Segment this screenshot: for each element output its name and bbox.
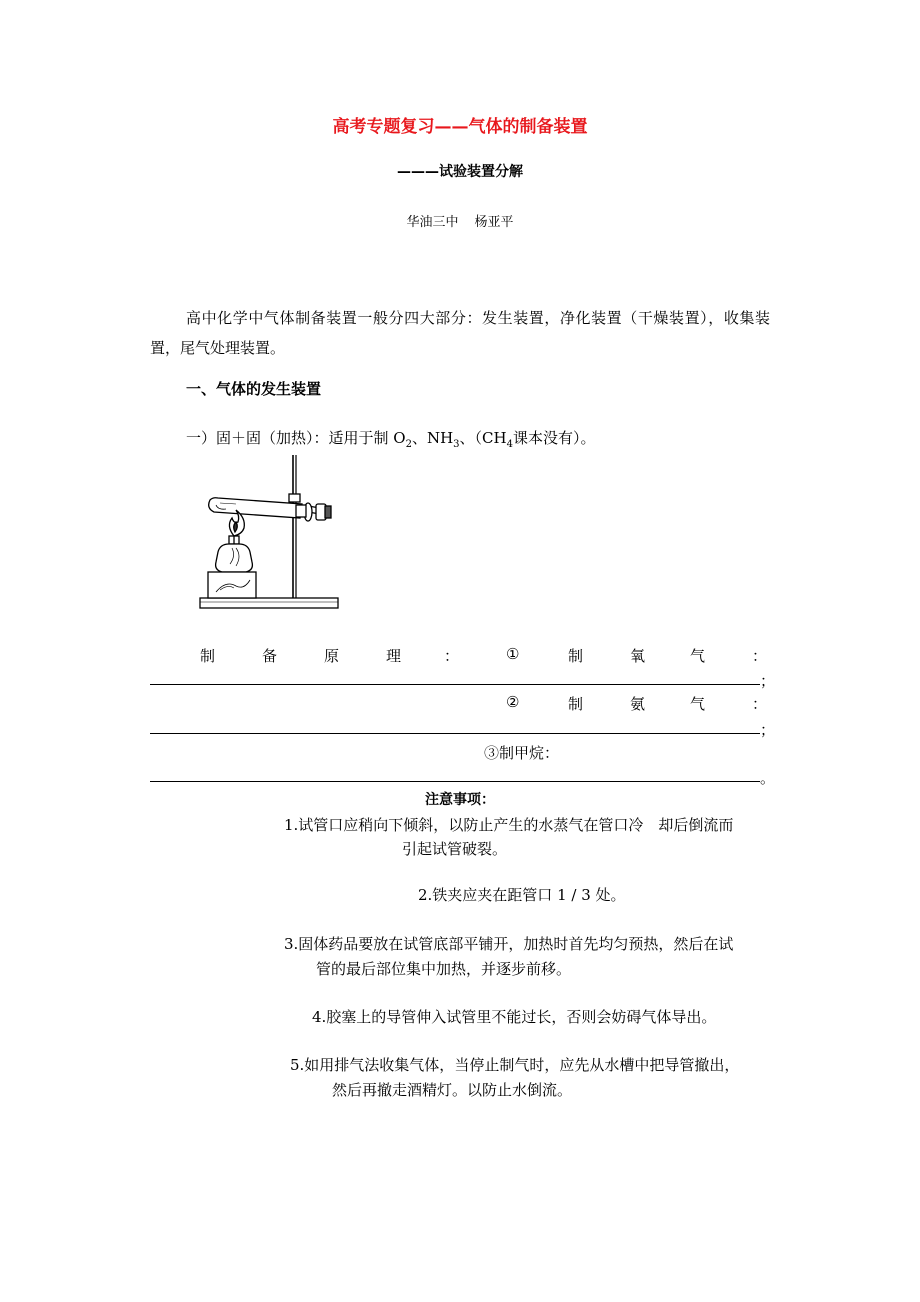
heating-apparatus-figure [196, 452, 344, 616]
blank-line-methane[interactable] [150, 781, 760, 782]
oxygen-char-4: ： [752, 647, 768, 665]
nh3-subscript: 3 [453, 439, 460, 450]
oxygen-char-1: 制 [568, 647, 584, 665]
sub1-mid2: 、（CH [459, 429, 507, 447]
oxygen-char-3: 气 [690, 647, 706, 665]
intro-paragraph: 高中化学中气体制备装置一般分四大部分：发生装置，净化装置（干燥装置），收集装置，尾气处理装置。 [150, 309, 770, 357]
author-line [0, 211, 920, 230]
subsection-solid-solid-heating [186, 427, 596, 450]
principle-char-3: 原 [324, 647, 340, 665]
author-school: 华油三中 [406, 215, 459, 230]
document-title: 高考专题复习——气体的制备装置 [332, 117, 588, 137]
methane-item: ③制甲烷： [484, 744, 560, 762]
note-2: 2.铁夹应夹在距管口 1 / 3 处。 [418, 886, 626, 904]
ammonia-char-3: 气 [690, 695, 706, 713]
ammonia-char-1: 制 [568, 695, 584, 713]
principle-char-1: 制 [200, 647, 216, 665]
ammonia-item-number: ② [506, 693, 520, 711]
note-5-line-1: 5.如用排气法收集气体，当停止制气时，应先从水槽中把导管撤出， [290, 1056, 740, 1074]
author-name: 杨亚平 [474, 215, 514, 230]
sub1-mid1: 、NH [411, 429, 454, 447]
oxygen-item-number: ① [506, 645, 520, 663]
stand-base [200, 598, 338, 608]
note-5-line-2: 然后再撤走酒精灯。以防止水倒流。 [332, 1081, 573, 1099]
oxygen-char-2: 氧 [630, 647, 646, 665]
notes-heading: 注意事项： [425, 792, 495, 808]
note-3-line-2: 管的最后部位集中加热，并逐步前移。 [316, 960, 572, 978]
principle-char-5: ： [444, 647, 460, 665]
sub1-suffix: 课本没有）。 [512, 429, 596, 447]
principle-char-2: 备 [262, 647, 278, 665]
ch4-subscript: 4 [506, 439, 513, 450]
wooden-block [208, 572, 256, 598]
ammonia-char-4: ： [752, 695, 768, 713]
blank-line-oxygen[interactable] [150, 684, 760, 685]
note-1-line-1: 1.试管口应稍向下倾斜，以防止产生的水蒸气在管口冷 却后倒流而 [284, 816, 734, 834]
ammonia-char-2: 氨 [630, 695, 646, 713]
ammonia-line-end: ； [760, 721, 776, 739]
principle-char-4: 理 [386, 647, 402, 665]
document-subtitle: ———试验装置分解 [397, 164, 523, 180]
note-3-line-1: 3.固体药品要放在试管底部平铺开，加热时首先均匀预热，然后在试 [284, 935, 734, 953]
note-1-line-2: 引起试管破裂。 [402, 840, 508, 858]
o2-subscript: 2 [405, 439, 412, 450]
section-heading-generation: 一、气体的发生装置 [186, 380, 322, 398]
oxygen-line-end: ； [760, 672, 776, 690]
methane-line-end: 。 [760, 769, 776, 787]
sub1-prefix: 一）固＋固（加热）：适用于制 O [186, 429, 406, 447]
note-4: 4.胶塞上的导管伸入试管里不能过长，否则会妨碍气体导出。 [312, 1008, 717, 1026]
blank-line-ammonia[interactable] [150, 733, 760, 734]
